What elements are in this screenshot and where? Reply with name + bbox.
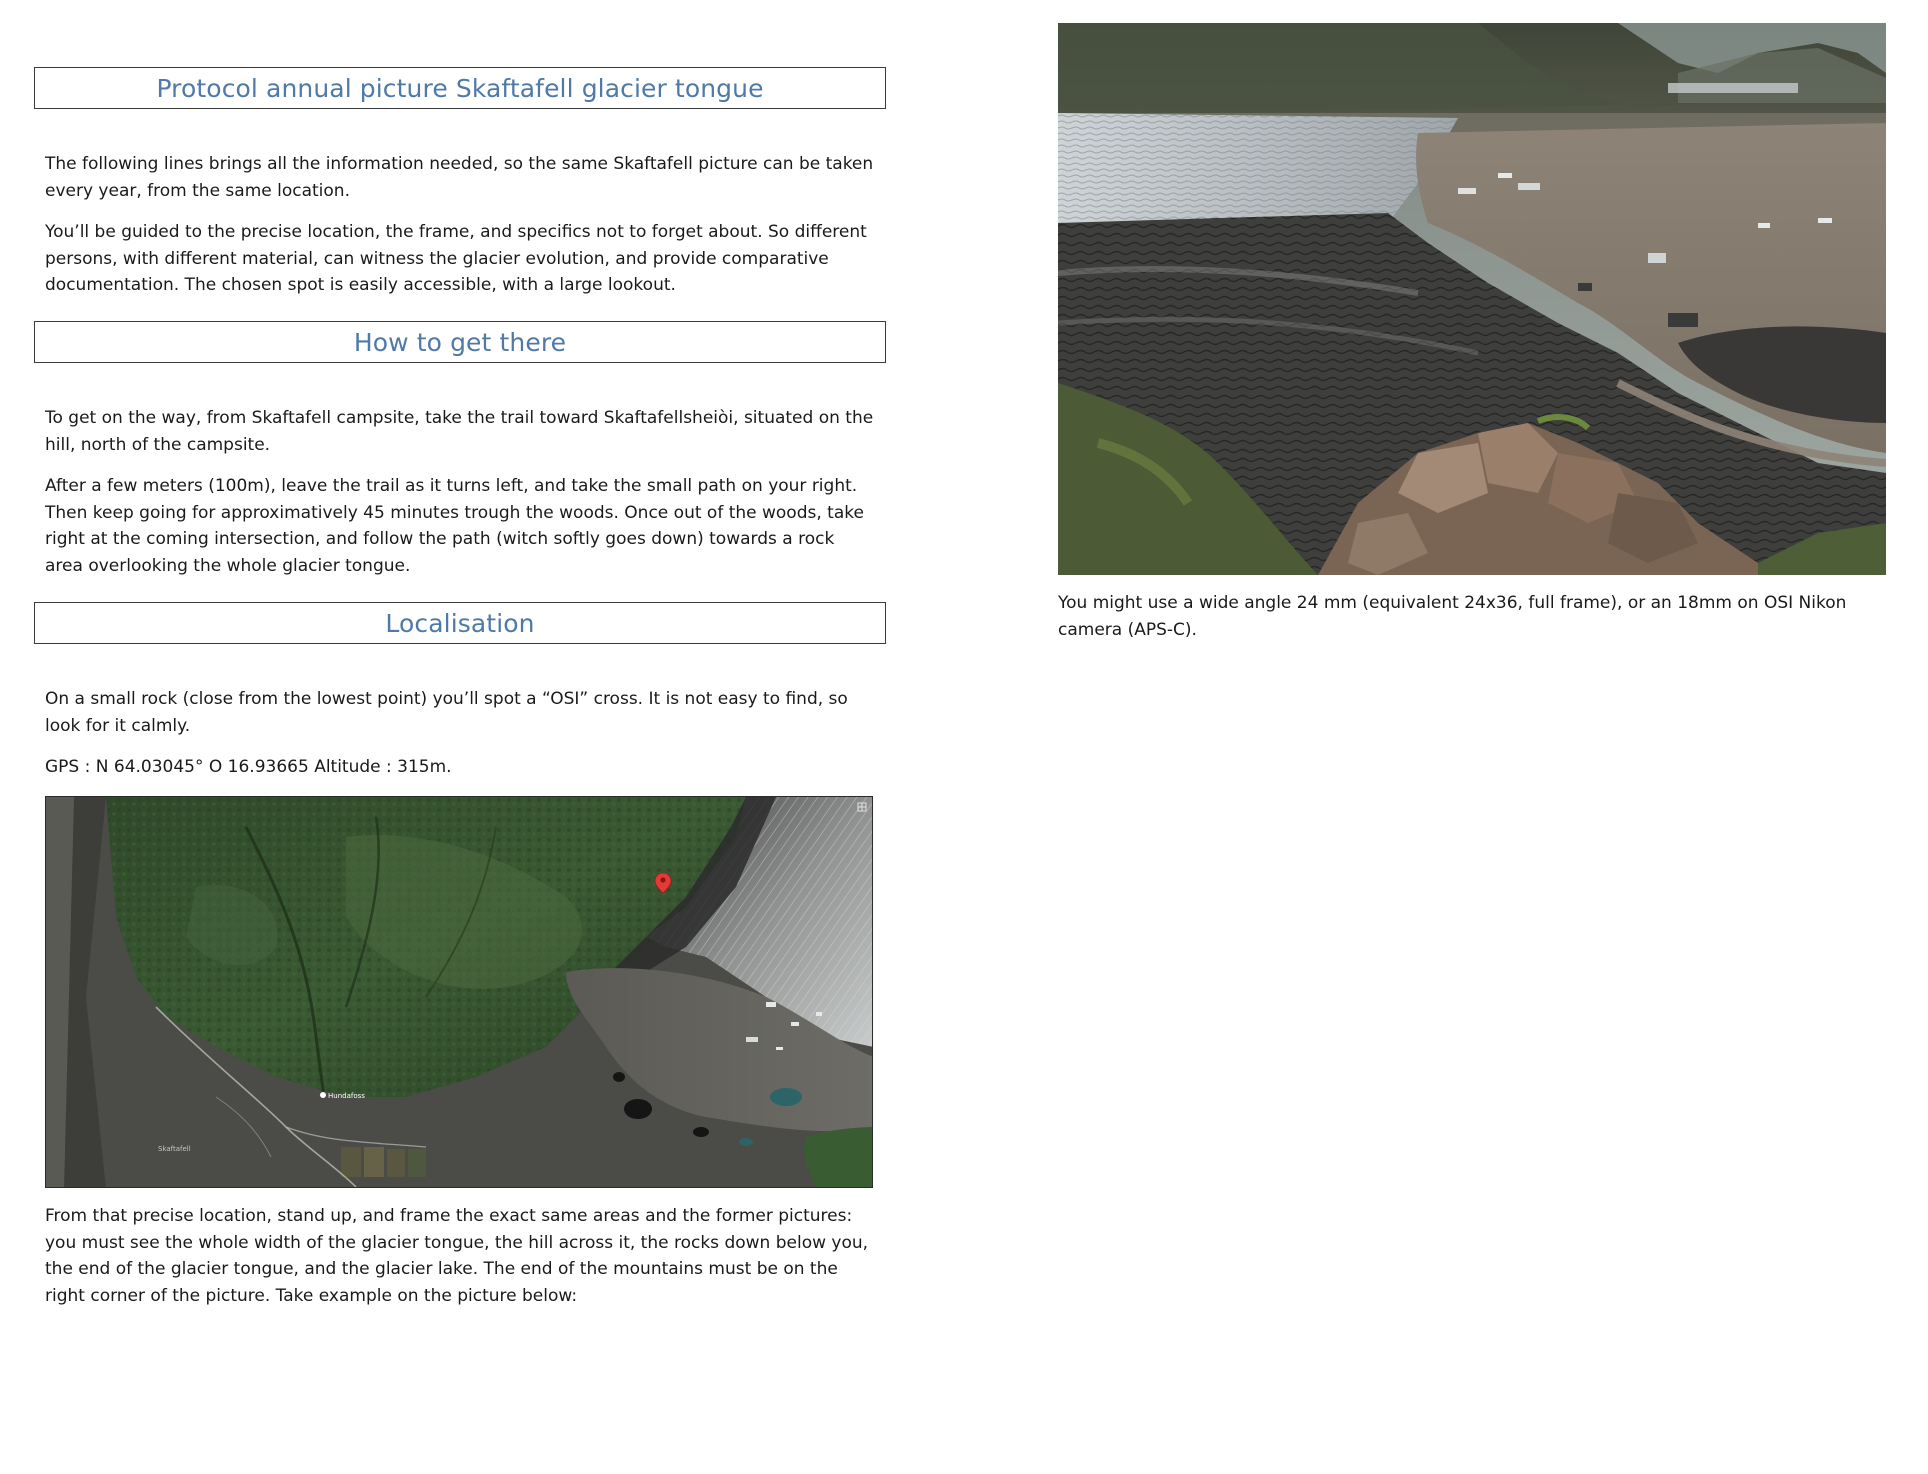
- photo-caption: You might use a wide angle 24 mm (equivalent 24x36, full frame), or an 18mm on OSI Nikon camera (APS-C).: [1058, 593, 1847, 640]
- localisation-paragraph: On a small rock (close from the lowest point) you’ll spot a “OSI” cross. It is not easy to find, so look for it calmly.: [45, 689, 848, 736]
- satellite-map-image: [45, 796, 873, 1188]
- glacier-reference-photo: [1058, 23, 1886, 575]
- section-heading-localisation: Localisation: [385, 608, 535, 638]
- intro-paragraph-1: The following lines brings all the information needed, so the same Skaftafell picture can be taken every year, from the same location.: [45, 154, 874, 201]
- section-heading-box-directions: [34, 321, 886, 363]
- directions-paragraph-1: To get on the way, from Skaftafell campsite, take the trail toward Skaftafellsheiòi, situated on the hill, north of the campsite.: [45, 408, 874, 455]
- gps-coordinates: GPS : N 64.03045° O 16.93665 Altitude : 315m.: [45, 757, 452, 777]
- directions-paragraph-2: After a few meters (100m), leave the trail as it turns left, and take the small path on your right. Then keep going for approximatively 45 minutes trough the woods. Once out of the woods, take right at the coming intersection, and follow the path (witch softly goes down) towards a rock area overlooking the whole glacier tongue.: [45, 476, 864, 576]
- section-heading-box-localisation: [34, 602, 886, 644]
- after-map-paragraph: From that precise location, stand up, and frame the exact same areas and the former pictures: you must see the whole width of the glacier tongue, the hill across it, the rocks down below you, the end of the glacier tongue, and the glacier lake. The end of the mountains must be on the right corner of the picture. Take example on the picture below:: [45, 1206, 869, 1306]
- right-page: [1040, 0, 1928, 1474]
- map-label-skaftafell: Skaftafell: [158, 1145, 191, 1153]
- section-heading-directions: How to get there: [353, 327, 567, 357]
- intro-paragraph-2: You’ll be guided to the precise location, the frame, and specifics not to forget about. So different persons, with different material, can witness the glacier evolution, and provide comparative documentation. The chosen spot is easily accessible, with a large lookout.: [45, 222, 867, 295]
- document-title: Protocol annual picture Skaftafell glacier tongue: [156, 73, 764, 103]
- document-title-box: [34, 67, 886, 109]
- map-label-hundafoss: Hundafoss: [328, 1092, 365, 1100]
